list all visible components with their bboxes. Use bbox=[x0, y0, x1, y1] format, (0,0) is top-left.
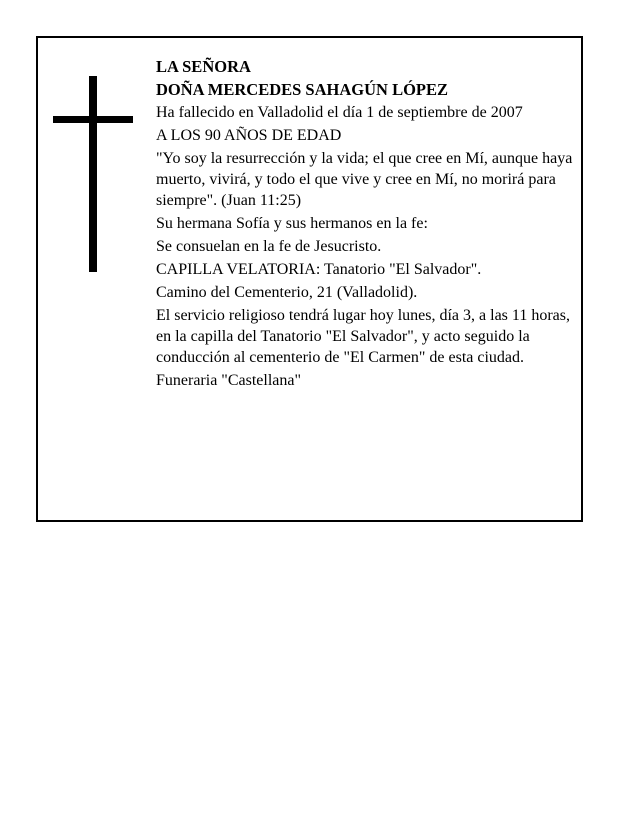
age-line: A LOS 90 AÑOS DE EDAD bbox=[156, 127, 342, 144]
chapel-line: CAPILLA VELATORIA: Tanatorio "El Salvador". bbox=[156, 261, 482, 278]
service-details: El servicio religioso tendrá lugar hoy lunes, día 3, a las 11 horas, en la capilla del Tanatorio "El Salvador", y acto seguido la conducción al cementerio de "El Carmen" de esta ciudad. bbox=[156, 307, 570, 366]
cross-icon-crossbar bbox=[53, 116, 133, 123]
obituary-text bbox=[156, 56, 581, 393]
obituary-notice bbox=[36, 36, 583, 522]
notice-title: LA SEÑORA bbox=[156, 57, 251, 76]
consolation-line: Se consuelan en la fe de Jesucristo. bbox=[156, 238, 382, 255]
deceased-name: DOÑA MERCEDES SAHAGÚN LÓPEZ bbox=[156, 80, 448, 99]
address-line: Camino del Cementerio, 21 (Valladolid). bbox=[156, 284, 418, 301]
funeral-home: Funeraria "Castellana" bbox=[156, 372, 302, 389]
family-line: Su hermana Sofía y sus hermanos en la fe: bbox=[156, 215, 428, 232]
bible-quote: "Yo soy la resurrección y la vida; el que cree en Mí, aunque haya muerto, vivirá, y todo el que vive y cree en Mí, no morirá para siempre". (Juan 11:25) bbox=[156, 150, 573, 209]
death-announcement: Ha fallecido en Valladolid el día 1 de septiembre de 2007 bbox=[156, 104, 523, 121]
cross-icon bbox=[89, 76, 97, 272]
